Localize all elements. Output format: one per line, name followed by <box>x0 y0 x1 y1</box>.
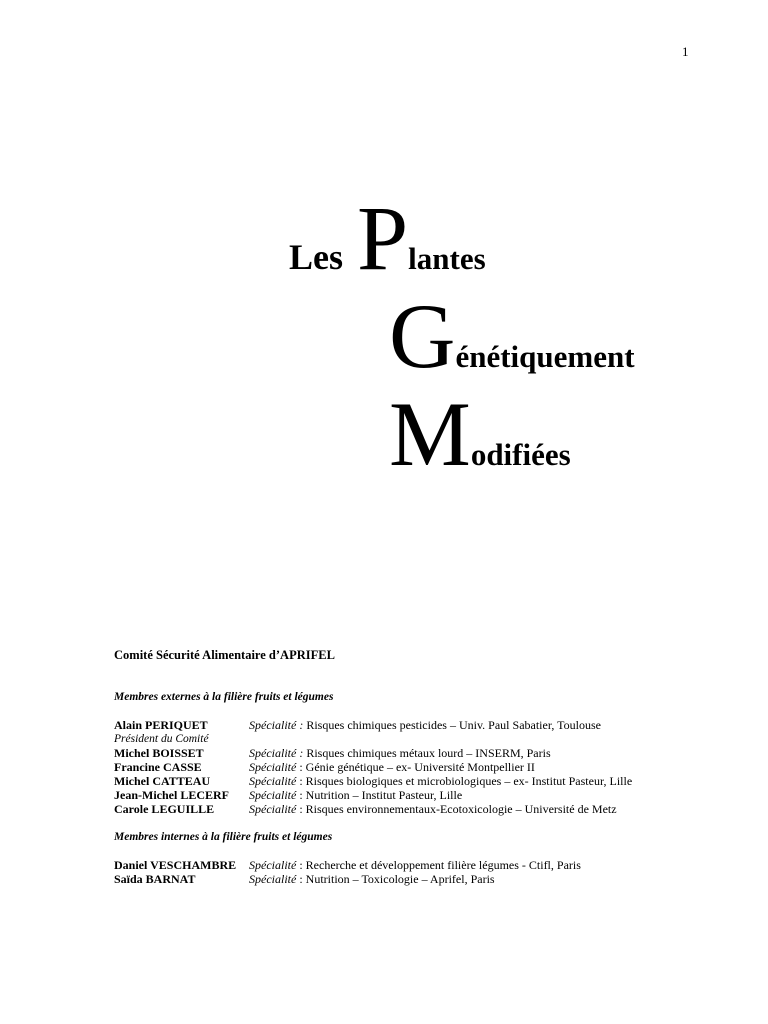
member-specialty <box>249 746 551 760</box>
member-name: Michel CATTEAU <box>114 774 211 788</box>
member-row <box>114 872 581 886</box>
member-row <box>114 746 632 760</box>
external-members-list <box>114 718 632 816</box>
title-line-plantes <box>289 187 486 289</box>
title-rest-genetiquement: énétiquement <box>455 339 635 374</box>
member-row <box>114 760 632 774</box>
member-name: Francine CASSE <box>114 760 202 774</box>
member-specialty <box>249 774 632 788</box>
member-specialty <box>249 858 581 872</box>
specialty-text: : Risques biologiques et microbiologiques – ex- Institut Pasteur, Lille <box>296 774 633 788</box>
specialty-label: Spécialité <box>249 788 297 802</box>
member-row <box>114 718 632 732</box>
committee-heading: Comité Sécurité Alimentaire d’APRIFEL <box>114 648 335 662</box>
specialty-label: Spécialité <box>249 774 297 788</box>
internal-members-heading: Membres internes à la filière fruits et légumes <box>114 831 333 843</box>
member-name: Daniel VESCHAMBRE <box>114 858 237 872</box>
specialty-text: : Nutrition – Institut Pasteur, Lille <box>296 788 463 802</box>
title-rest-plantes: lantes <box>408 241 486 276</box>
specialty-label: Spécialité <box>249 802 297 816</box>
specialty-text: Risques chimiques métaux lourd – INSERM, Paris <box>303 746 551 760</box>
member-row <box>114 774 632 788</box>
member-name: Michel BOISSET <box>114 746 204 760</box>
specialty-text: : Risques environnementaux-Ecotoxicologie – Université de Metz <box>296 802 617 816</box>
member-row <box>114 858 581 872</box>
member-specialty <box>249 872 495 886</box>
member-name: Saïda BARNAT <box>114 872 196 886</box>
title-word-les: Les <box>289 237 343 277</box>
specialty-text: Risques chimiques pesticides – Univ. Paul Sabatier, Toulouse <box>303 718 601 732</box>
member-name: Jean-Michel LECERF <box>114 788 229 802</box>
member-specialty <box>249 760 535 774</box>
title-line-genetiquement <box>389 285 635 387</box>
title-initial-m: M <box>389 383 471 485</box>
specialty-label: Spécialité : <box>249 718 304 732</box>
specialty-label: Spécialité <box>249 760 297 774</box>
page-number: 1 <box>682 44 689 59</box>
specialty-label: Spécialité <box>249 858 297 872</box>
specialty-label: Spécialité : <box>249 746 304 760</box>
member-name: Carole LEGUILLE <box>114 802 215 816</box>
title-initial-g: G <box>389 285 456 387</box>
title-initial-p: P <box>357 187 409 289</box>
specialty-label: Spécialité <box>249 872 297 886</box>
member-specialty <box>249 718 601 732</box>
internal-members-list <box>114 858 581 886</box>
specialty-text: : Génie génétique – ex- Université Montpellier II <box>296 760 535 774</box>
title-rest-modifiees: odifiées <box>470 437 571 472</box>
member-specialty <box>249 802 617 816</box>
member-name: Alain PERIQUET <box>114 718 208 732</box>
member-role-row <box>114 732 632 746</box>
member-specialty <box>249 788 462 802</box>
member-row <box>114 802 632 816</box>
member-role: Président du Comité <box>114 733 209 745</box>
external-members-heading: Membres externes à la filière fruits et légumes <box>114 691 334 703</box>
title-line-modifiees <box>389 383 571 485</box>
specialty-text: : Nutrition – Toxicologie – Aprifel, Paris <box>296 872 495 886</box>
specialty-text: : Recherche et développement filière légumes - Ctifl, Paris <box>296 858 581 872</box>
member-row <box>114 788 632 802</box>
